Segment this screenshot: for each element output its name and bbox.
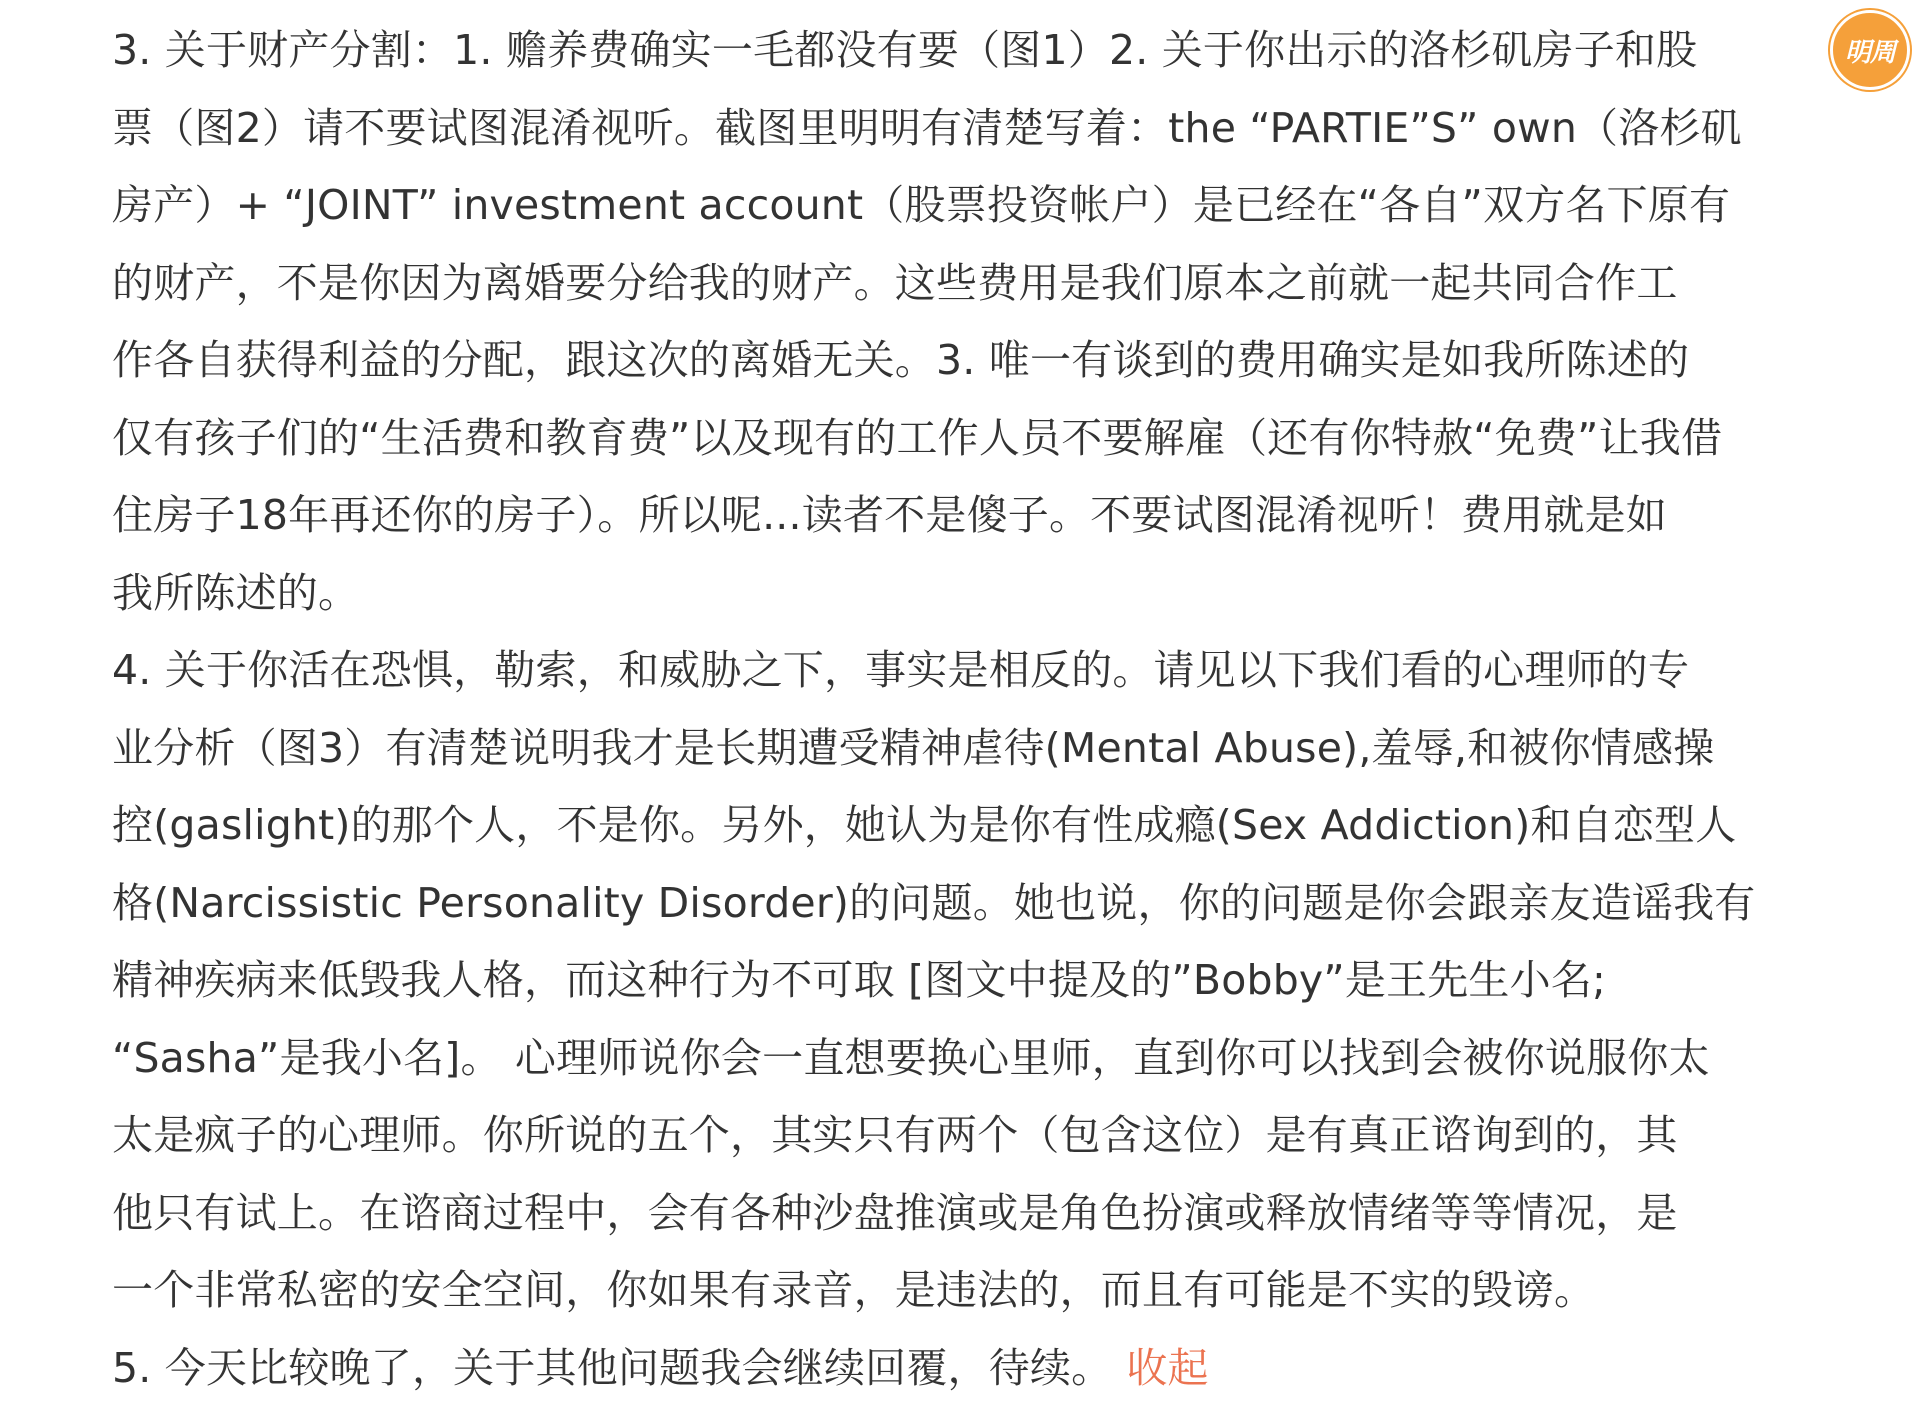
post-text-line: 格(Narcissistic Personality Disorder)的问题。她也说，你的问题是你会跟亲友造谣我有: [112, 878, 1756, 927]
watermark-logo: [1830, 10, 1910, 90]
post-text-line: 的财产，不是你因为离婚要分给我的财产。这些费用是我们原本之前就一起共同合作工: [112, 258, 1678, 307]
post-text-line: 票（图2）请不要试图混淆视听。截图里明明有清楚写着：the “PARTIE”S” own（洛杉矶: [112, 103, 1742, 152]
post-text-line: 住房子18年再还你的房子）。所以呢...读者不是傻子。不要试图混淆视听！费用就是如: [112, 491, 1667, 539]
post-last-line: [112, 1330, 1857, 1408]
post-text-line: 4. 关于你活在恐惧，勒索，和威胁之下，事实是相反的。请见以下我们看的心理师的专: [112, 646, 1690, 694]
watermark-logo-text: 明周: [1844, 37, 1895, 68]
post-text-line: 一个非常私密的安全空间，你如果有录音，是违法的，而且有可能是不实的毁谤。: [112, 1266, 1596, 1314]
post-text-line: “Sasha”是我小名]。 心理师说你会一直想要换心里师，直到你可以找到会被你说服你太: [112, 1033, 1710, 1082]
post-text-line: 3. 关于财产分割：1. 赡养费确实一毛都没有要（图1）2. 关于你出示的洛杉矶房子和股: [112, 26, 1698, 74]
collapse-link[interactable]: 收起: [1126, 1343, 1209, 1392]
post-text-line: 作各自获得利益的分配，跟这次的离婚无关。3. 唯一有谈到的费用确实是如我所陈述的: [112, 336, 1690, 384]
post-text-line: 他只有试上。在谘商过程中，会有各种沙盘推演或是角色扮演或释放情绪等等情况，是: [112, 1188, 1678, 1237]
post-text-line: 控(gaslight)的那个人，不是你。另外，她认为是你有性成瘾(Sex Addiction)和自恋型人: [112, 801, 1737, 849]
post-text-line: 太是疯子的心理师。你所说的五个，其实只有两个（包含这位）是有真正谘询到的，其: [112, 1111, 1678, 1159]
post-text-line: 精神疾病来低毁我人格，而这种行为不可取 [图文中提及的”Bobby”是王先生小名;: [112, 956, 1607, 1004]
post-body: [112, 12, 1857, 1407]
post-text-line: 仅有孩子们的“生活费和教育费”以及现有的工作人员不要解雇（还有你特赦“免费”让我借: [112, 413, 1723, 462]
post-text-line: 我所陈述的。: [112, 568, 360, 617]
post-last-line-text: 5. 今天比较晚了，关于其他问题我会继续回覆，待续。: [112, 1343, 1113, 1392]
post-text-line: 业分析（图3）有清楚说明我才是长期遭受精神虐待(Mental Abuse),羞辱,和被你情感操: [112, 723, 1715, 772]
post-text-line: 房产）+ “JOINT” investment account（股票投资帐户）是已经在“各自”双方名下原有: [112, 181, 1731, 229]
